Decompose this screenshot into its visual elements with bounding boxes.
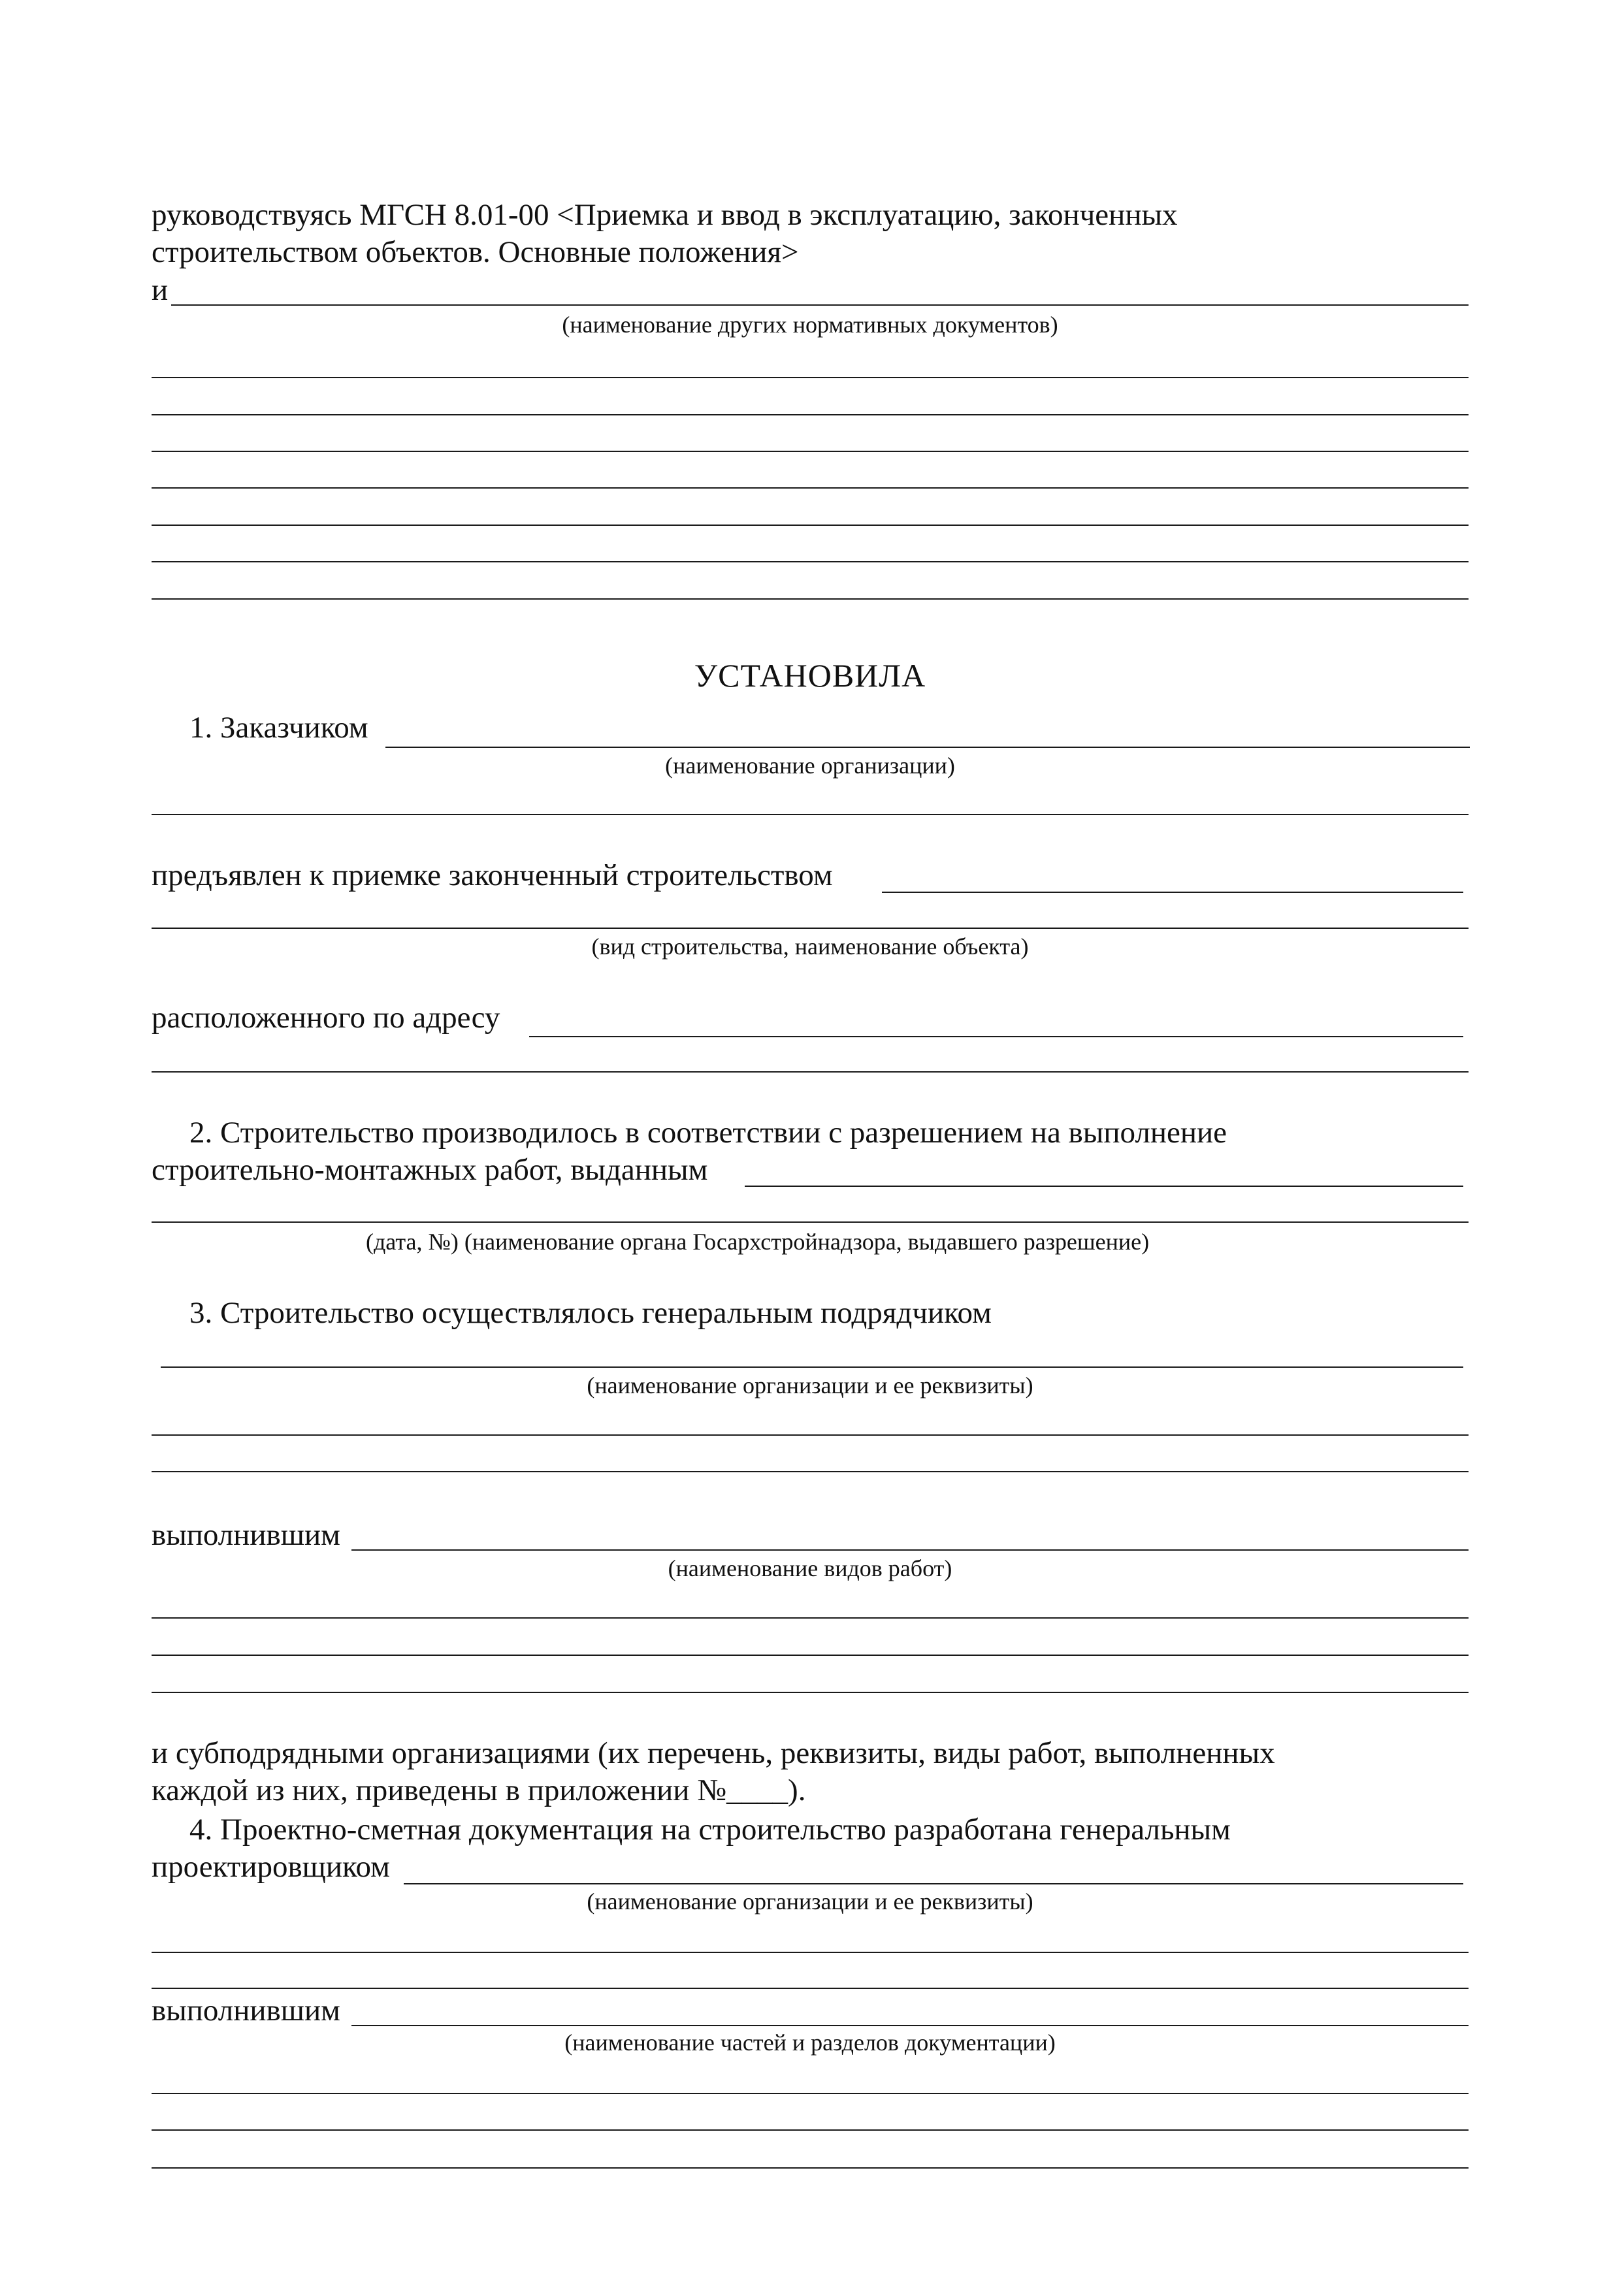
fill-line[interactable]: [152, 814, 1469, 815]
fill-line[interactable]: [152, 451, 1469, 452]
fill-line[interactable]: [152, 1655, 1469, 1656]
fill-line[interactable]: [152, 2129, 1469, 2131]
fill-line[interactable]: [152, 487, 1469, 489]
section-4-line-1: 4. Проектно-сметная документация на строительство разработана генеральным: [189, 1813, 1231, 1847]
fill-line[interactable]: [404, 1883, 1463, 1884]
fill-line[interactable]: [882, 892, 1463, 893]
fill-line[interactable]: [529, 1036, 1463, 1037]
intro-line-2: строительством объектов. Основные положения>: [152, 235, 799, 269]
located-text: расположенного по адресу: [152, 1001, 500, 1035]
caption-org-requisites-2: (наименование организации и ее реквизиты): [587, 1888, 1033, 1914]
caption-construction-type: (вид строительства, наименование объекта): [591, 933, 1029, 960]
fill-line[interactable]: [152, 561, 1469, 562]
section-4-line-2: проектировщиком: [152, 1850, 390, 1884]
fill-line[interactable]: [152, 1221, 1469, 1223]
section-2-line-1: 2. Строительство производилось в соответствии с разрешением на выполнение: [189, 1116, 1227, 1150]
presented-text: предъявлен к приемке законченный строительством: [152, 858, 833, 892]
fill-line[interactable]: [152, 2167, 1469, 2169]
section-3-line-1: 3. Строительство осуществлялось генеральным подрядчиком: [189, 1296, 992, 1330]
caption-doc-parts: (наименование частей и разделов документации): [564, 2029, 1056, 2056]
caption-permit: (дата, №) (наименование органа Госархстройнадзора, выдавшего разрешение): [366, 1229, 1150, 1255]
fill-line[interactable]: [152, 2093, 1469, 2094]
section-1-label: 1. Заказчиком: [189, 711, 368, 745]
fill-line[interactable]: [152, 1952, 1469, 1953]
fill-line[interactable]: [161, 1366, 1463, 1368]
subcontractors-line-1: и субподрядными организациями (их перечень, реквизиты, виды работ, выполненных: [152, 1736, 1275, 1770]
performed-text-2: выполнившим: [152, 1994, 340, 2027]
intro-line-1: руководствуясь МГСН 8.01-00 <Приемка и ввод в эксплуатацию, законченных: [152, 198, 1178, 232]
section-2-line-2: строительно-монтажных работ, выданным: [152, 1153, 708, 1187]
fill-line[interactable]: [351, 1549, 1469, 1551]
fill-line[interactable]: [152, 1617, 1469, 1619]
intro-and: и: [152, 273, 169, 307]
fill-line[interactable]: [152, 377, 1469, 378]
caption-work-types: (наименование видов работ): [668, 1555, 952, 1581]
subcontractors-line-2: каждой из них, приведены в приложении №____).: [152, 1773, 806, 1807]
performed-text-1: выполнившим: [152, 1518, 340, 1552]
section-heading: УСТАНОВИЛА: [694, 657, 926, 694]
fill-line[interactable]: [745, 1186, 1463, 1187]
fill-line[interactable]: [351, 2025, 1469, 2026]
caption-other-docs: (наименование других нормативных документов): [562, 312, 1058, 338]
fill-line[interactable]: [152, 414, 1469, 415]
fill-line[interactable]: [171, 304, 1469, 306]
fill-line[interactable]: [152, 1434, 1469, 1436]
fill-line[interactable]: [152, 1988, 1469, 1989]
caption-org-name: (наименование организации): [665, 752, 955, 779]
fill-line[interactable]: [152, 598, 1469, 600]
caption-org-requisites: (наименование организации и ее реквизиты): [587, 1372, 1033, 1398]
fill-line[interactable]: [152, 1071, 1469, 1073]
fill-line[interactable]: [152, 1471, 1469, 1472]
fill-line[interactable]: [152, 1692, 1469, 1693]
fill-line[interactable]: [385, 747, 1470, 748]
fill-line[interactable]: [152, 525, 1469, 526]
fill-line[interactable]: [152, 928, 1469, 929]
